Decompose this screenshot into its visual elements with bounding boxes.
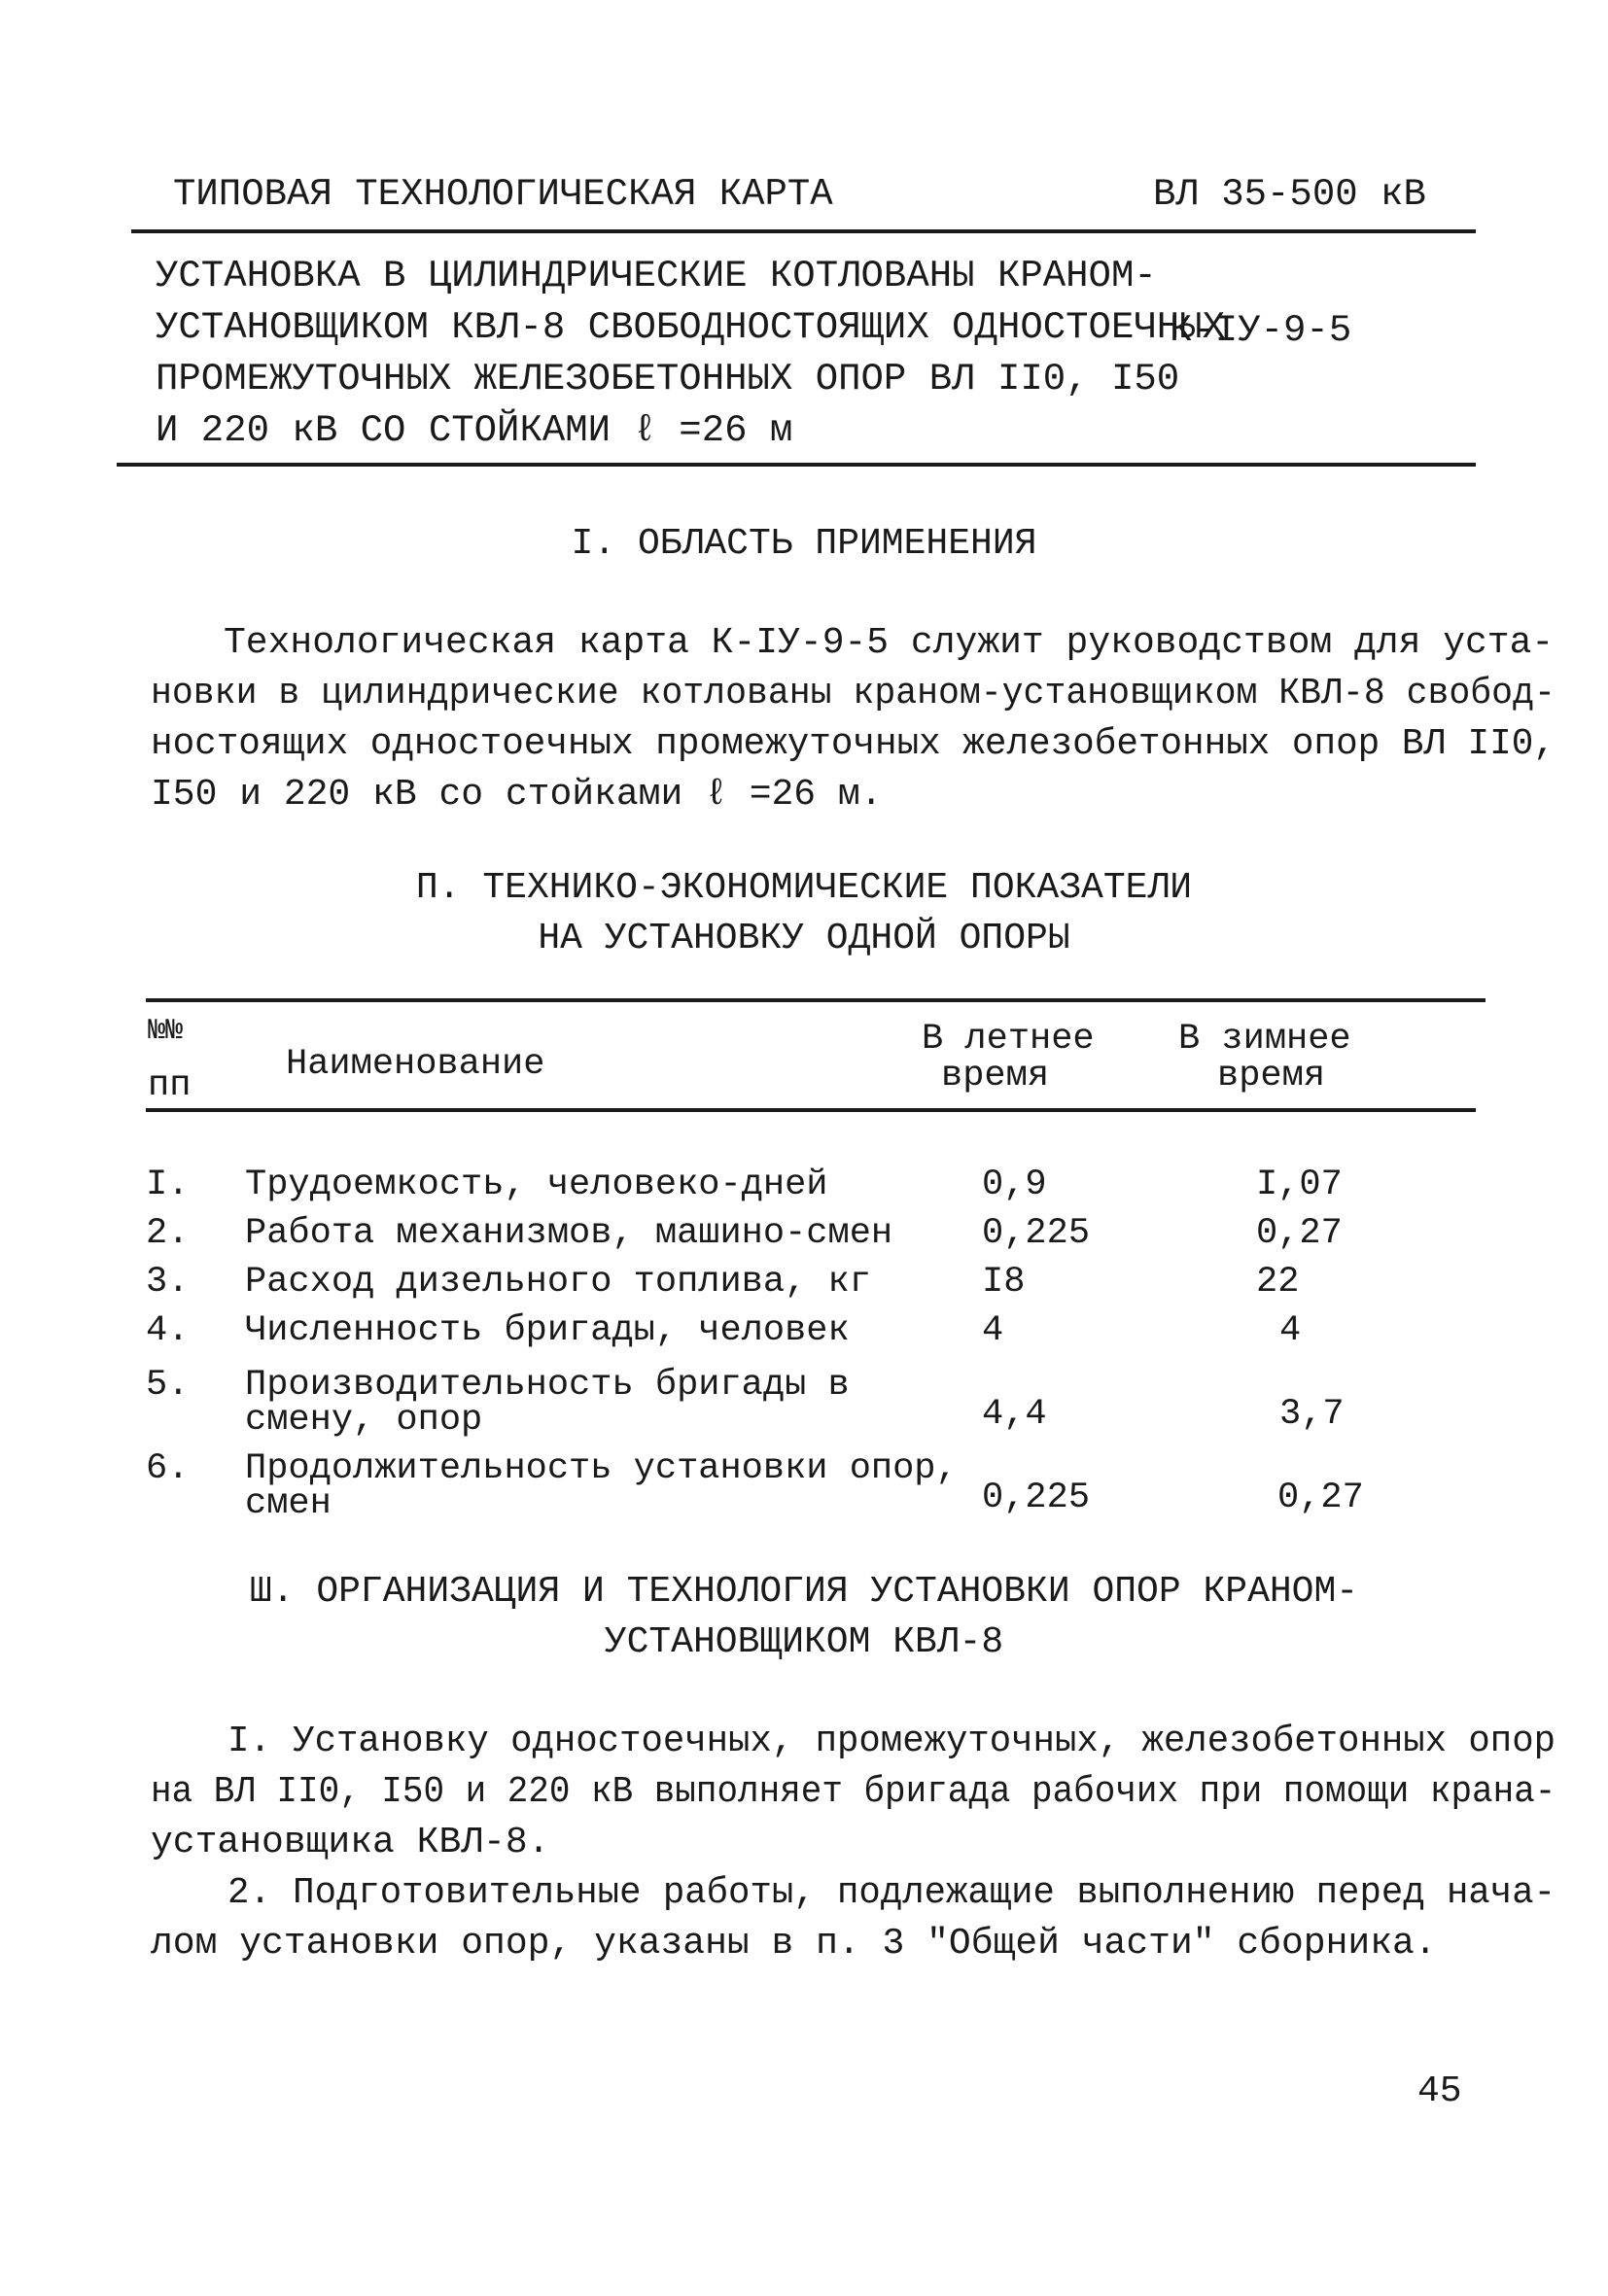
section-3-p1-line-1: I. Установку одностоечных, промежуточных, железобетонных опор xyxy=(227,1721,1556,1762)
row-5-summer: 4,4 xyxy=(982,1394,1047,1435)
th-winter-line-1: В зимнее xyxy=(1178,1019,1351,1060)
page-number: 45 xyxy=(1417,2070,1462,2112)
header-rule xyxy=(131,229,1476,233)
row-1-winter: I,07 xyxy=(1256,1165,1343,1205)
th-name: Наименование xyxy=(286,1044,545,1085)
row-3-name: Расход дизельного топлива, кг xyxy=(245,1262,871,1303)
row-5-name-line-1: Производительность бригады в xyxy=(245,1365,850,1406)
th-winter-line-2: время xyxy=(1217,1056,1326,1096)
header-title: ТИПОВАЯ ТЕХНОЛОГИЧЕСКАЯ КАРТА xyxy=(173,173,833,216)
th-num-line-1: №№ xyxy=(148,1015,184,1048)
row-4-name: Численность бригады, человек xyxy=(245,1310,850,1351)
row-6-num: 6. xyxy=(146,1448,190,1489)
row-2-summer: 0,225 xyxy=(982,1213,1091,1254)
th-num-line-2: пп xyxy=(148,1065,192,1106)
row-3-winter: 22 xyxy=(1256,1262,1300,1303)
row-3-summer: I8 xyxy=(982,1262,1026,1303)
section-3-title-line-2: УСТАНОВЩИКОМ КВЛ-8 xyxy=(604,1621,1004,1663)
row-1-summer: 0,9 xyxy=(982,1165,1047,1205)
row-6-name-line-2: смен xyxy=(245,1483,332,1524)
row-2-num: 2. xyxy=(146,1213,190,1254)
section-2-title-line-1: П. ТЕХНИКО-ЭКОНОМИЧЕСКИЕ ПОКАЗАТЕЛИ xyxy=(415,867,1193,909)
row-4-winter: 4 xyxy=(1279,1310,1302,1351)
section-2-title-line-2: НА УСТАНОВКУ ОДНОЙ ОПОРЫ xyxy=(538,918,1070,959)
row-5-num: 5. xyxy=(146,1365,190,1406)
section-3-p2-line-2: лом установки опор, указаны в п. 3 "Общей части" сборника. xyxy=(151,1923,1437,1965)
row-4-summer: 4 xyxy=(982,1310,1004,1351)
row-3-num: 3. xyxy=(146,1262,190,1303)
title-line-1: УСТАНОВКА В ЦИЛИНДРИЧЕСКИЕ КОТЛОВАНЫ КРАНОМ- xyxy=(156,255,1157,297)
section-3-p1-line-2: на ВЛ II0, I50 и 220 кВ выполняет бригада рабочих при помощи крана- xyxy=(151,1771,1556,1813)
row-5-name-line-2: смену, опор xyxy=(245,1400,483,1441)
th-summer-line-1: В летнее xyxy=(922,1019,1095,1060)
title-line-2: УСТАНОВЩИКОМ КВЛ-8 СВОБОДНОСТОЯЩИХ ОДНОСТОЕЧНЫХ xyxy=(156,306,1225,349)
header-series: ВЛ 35-500 кВ xyxy=(1153,173,1426,216)
section-1-title: I. ОБЛАСТЬ ПРИМЕНЕНИЯ xyxy=(571,523,1037,565)
section-1-line-3: ностоящих одностоечных промежуточных железобетонных опор ВЛ II0, xyxy=(151,723,1556,765)
th-summer-line-2: время xyxy=(941,1056,1050,1096)
title-rule xyxy=(117,463,1476,467)
section-1-line-4: I50 и 220 кВ со стойками ℓ =26 м. xyxy=(151,774,883,816)
section-1-line-2: новки в цилиндрические котлованы краном-установщиком КВЛ-8 свобод- xyxy=(151,673,1556,714)
section-3-p1-line-3: установщика КВЛ-8. xyxy=(151,1822,550,1863)
row-6-summer: 0,225 xyxy=(982,1478,1091,1518)
title-line-3: ПРОМЕЖУТОЧНЫХ ЖЕЛЕЗОБЕТОННЫХ ОПОР ВЛ II0, I50 xyxy=(156,358,1180,400)
row-4-num: 4. xyxy=(146,1310,190,1351)
table-top-rule xyxy=(146,998,1486,1002)
row-6-name-line-1: Продолжительность установки опор, xyxy=(245,1448,958,1489)
row-6-winter: 0,27 xyxy=(1277,1478,1364,1518)
row-2-winter: 0,27 xyxy=(1256,1213,1343,1254)
row-1-num: I. xyxy=(146,1165,190,1205)
table-header-rule xyxy=(146,1108,1476,1112)
row-1-name: Трудоемкость, человеко-дней xyxy=(245,1165,828,1205)
row-5-winter: 3,7 xyxy=(1279,1394,1345,1435)
row-2-name: Работа механизмов, машино-смен xyxy=(245,1213,893,1254)
title-line-4: И 220 кВ СО СТОЙКАМИ ℓ =26 м xyxy=(156,409,793,452)
section-3-p2-line-1: 2. Подготовительные работы, подлежащие выполнению перед нача- xyxy=(227,1872,1556,1914)
section-1-line-1: Технологическая карта К-IУ-9-5 служит руководством для уста- xyxy=(224,622,1555,664)
card-code: К-IУ-9-5 xyxy=(1170,309,1352,352)
section-3-title-line-1: Ш. ОРГАНИЗАЦИЯ И ТЕХНОЛОГИЯ УСТАНОВКИ ОПОР КРАНОМ- xyxy=(249,1571,1359,1613)
